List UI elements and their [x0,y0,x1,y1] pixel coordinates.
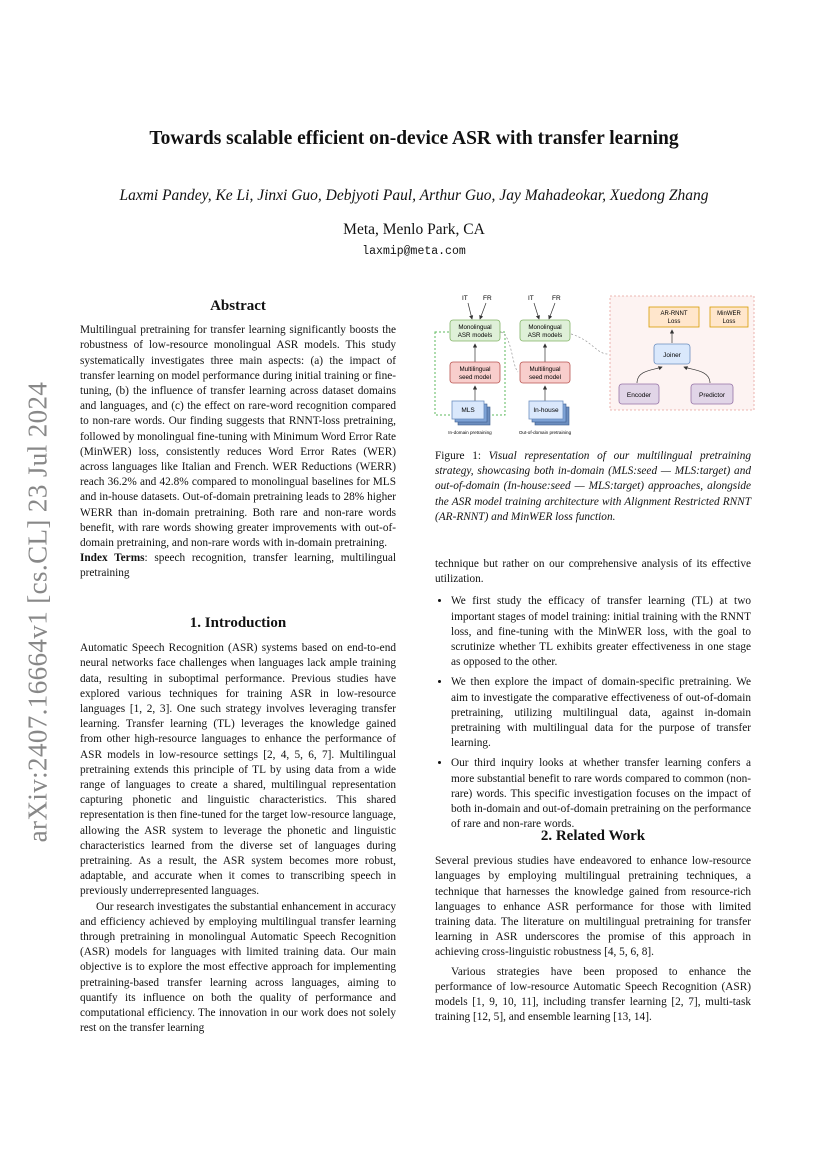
intro-paragraph-2: Our research investigates the substantial enhancement in accuracy and efficiency achieved by employing multilingual transfer learning through pretraining in monolingual Automatic Speech Recognition (ASR) models for languages with limited training data. Our main objective is to explore the most effective approach for implementing pretraining-based transfer learning across languages, aiming to quantify its influence on both the quality of performance and computational efficiency. The innovation in our work does not solely rest on the transfer learning [80,900,396,1035]
contribution-list [435,594,751,832]
pretraining-diagram [432,290,758,440]
related-work-section [435,829,751,1025]
mono-label-2a: Monolingual [528,324,562,331]
mono-label-2b: ASR models [527,332,563,339]
minwer-label-b: Loss [722,319,736,325]
author-list: Laxmi Pandey, Ke Li, Jinxi Guo, Debjyoti Paul, Arthur Guo, Jay Mahadeokar, Xuedong Zhang [119,187,709,204]
joiner-label: Joiner [663,352,681,359]
abstract-heading: Abstract [210,298,266,314]
label-fr-1: FR [483,295,492,302]
index-terms [80,551,396,581]
figure-1-diagram [432,290,758,440]
arrnnt-label-a: AR-RNNT [660,311,688,317]
seed-label-1a: Multilingual [459,366,491,373]
seed-label-2a: Multilingual [529,366,561,373]
index-terms-label: Index Terms [80,552,145,565]
encoder-label: Encoder [626,392,652,399]
figure-1-caption [435,449,751,525]
inhouse-label: In-house [533,407,559,414]
affiliation: Meta, Menlo Park, CA [343,221,485,238]
minwer-label-a: MinWER [717,311,741,317]
intro-continuation: technique but rather on our comprehensive analysis of its effective utilization. [435,558,751,586]
mono-label-1b: ASR models [457,332,493,339]
in-domain-label: In-domain pretraining [448,430,492,435]
introduction-heading: 1. Introduction [189,615,287,631]
seed-label-1b: seed model [459,374,491,381]
caption-label: Figure 1: [435,450,489,462]
mono-label-1a: Monolingual [458,324,492,331]
seed-label-2b: seed model [529,374,561,381]
mls-label: MLS [461,407,475,414]
contribution-item: • We first study the efficacy of transfer learning (TL) at two important stages of model training: initial training with the RNNT loss, and fine-tuning with the MinWER loss, with the goal to scrutinize whether TL exhibits greater effectiveness in one stage as opposed to the other. [451,594,751,670]
out-domain-label: Out-of-domain pretraining [518,430,572,435]
index-terms-text: : speech recognition, transfer learning, multilingual pretraining [80,552,396,580]
contribution-item: • We then explore the impact of domain-specific pretraining. We aim to investigate the comparative effectiveness of out-of-domain pretraining, utilizing multilingual data, against in-domain pretraining with multilingual data for the purpose of transfer learning. [451,675,751,751]
related-work-heading: 2. Related Work [540,828,646,844]
contribution-item: • Our third inquiry looks at whether transfer learning confers a more substantial benefit to rare words compared to common (non-rare) words. This specific investigation focuses on the impact of both in-domain and out-of-domain pretraining on the performance of rare and non-rare words. [451,756,751,832]
related-paragraph-1: Several previous studies have endeavored to enhance low-resource languages by employing multilingual pretraining techniques, a technique that harnesses the knowledge gained from resource-rich languages to enhance ASR performance for those with limited training data. The literature on multilingual pretraining for transfer learning in ASR underscores the promise of this approach in achieving cross-linguistic robustness [4, 5, 6, 8]. [435,855,751,959]
paper-title: Towards scalable efficient on-device ASR with transfer learning [149,128,679,149]
abstract-text: Multilingual pretraining for transfer learning significantly boosts the robustness of low-resource monolingual ASR models. This study systematically investigates three main aspects: (a) the impact of transfer learning on model performance during initial training or fine-tuning, (b) the influence of transfer learning across dataset domains and languages, and (c) the effect on rare-word recognition compared to non-rare words. Our finding suggests that RNNT-loss pretraining, followed by monolingual fine-tuning with Minimum Word Error Rate (MinWER) loss, consistently reduces Word Error Rates (WER) across languages like Italian and French. WER Reductions (WERR) reach 36.2% and 42.8% compared to monolingual baselines for MLS and in-house datasets. Out-of-domain pretraining leads to 28% higher WERR than in-domain pretraining. Both rare and non-rare words benefit, with rare words showing greater improvements with out-of-domain pretraining, and non-rare words with in-domain pretraining. [80,324,396,550]
label-it-2: IT [528,295,534,302]
introduction-section [80,616,396,1036]
predictor-label: Predictor [698,392,726,399]
label-fr-2: FR [552,295,561,302]
label-it-1: IT [462,295,468,302]
arrnnt-label-b: Loss [667,319,681,325]
arxiv-stamp: arXiv:2407.16664v1 [cs.CL] 23 Jul 2024 [22,381,53,843]
right-column-text [435,557,751,837]
intro-paragraph-1: Automatic Speech Recognition (ASR) systems based on end-to-end neural networks face challenges when languages lack ample training data, resulting in suboptimal performance. Previous studies have explored various techniques for training ASR in low-resource languages [1, 2, 3]. One such strategy involves leveraging transfer learning. Transfer learning (TL) leverages the knowledge gained from other high-resource languages to enhance the performance of ASR models in low-resource settings [2, 4, 5, 6, 7]. Multilingual pretraining extends this principle of TL by using data from a wide range of languages to create a shared, multilingual representation capturing phonetic and linguistic characteristics. This shared representation is then fine-tuned for the target low-resource language, allowing the ASR system to leverage the phonetic and linguistic characteristics learned from the diverse set of languages during pretraining. As a result, the ASR system becomes more robust, adaptable, and accurate when it comes to transcribing speech in previously underrepresented languages. [80,642,396,898]
related-paragraph-2: Various strategies have been proposed to enhance the performance of low-resource Automatic Speech Recognition (ASR) models [1, 9, 10, 11], including transfer learning [2, 7], multi-task training [12, 5], and ensemble learning [13, 14]. [435,965,751,1024]
abstract-section [80,299,396,582]
author-email: laxmip@meta.com [362,245,466,258]
caption-text: Visual representation of our multilingual pretraining strategy, showcasing both in-domain (MLS:seed — MLS:target) and out-of-domain (In-house:seed — MLS:target) approaches, alongside the ASR model training architecture with Alignment Restricted RNNT (AR-RNNT) and MinWER loss function. [435,450,751,523]
